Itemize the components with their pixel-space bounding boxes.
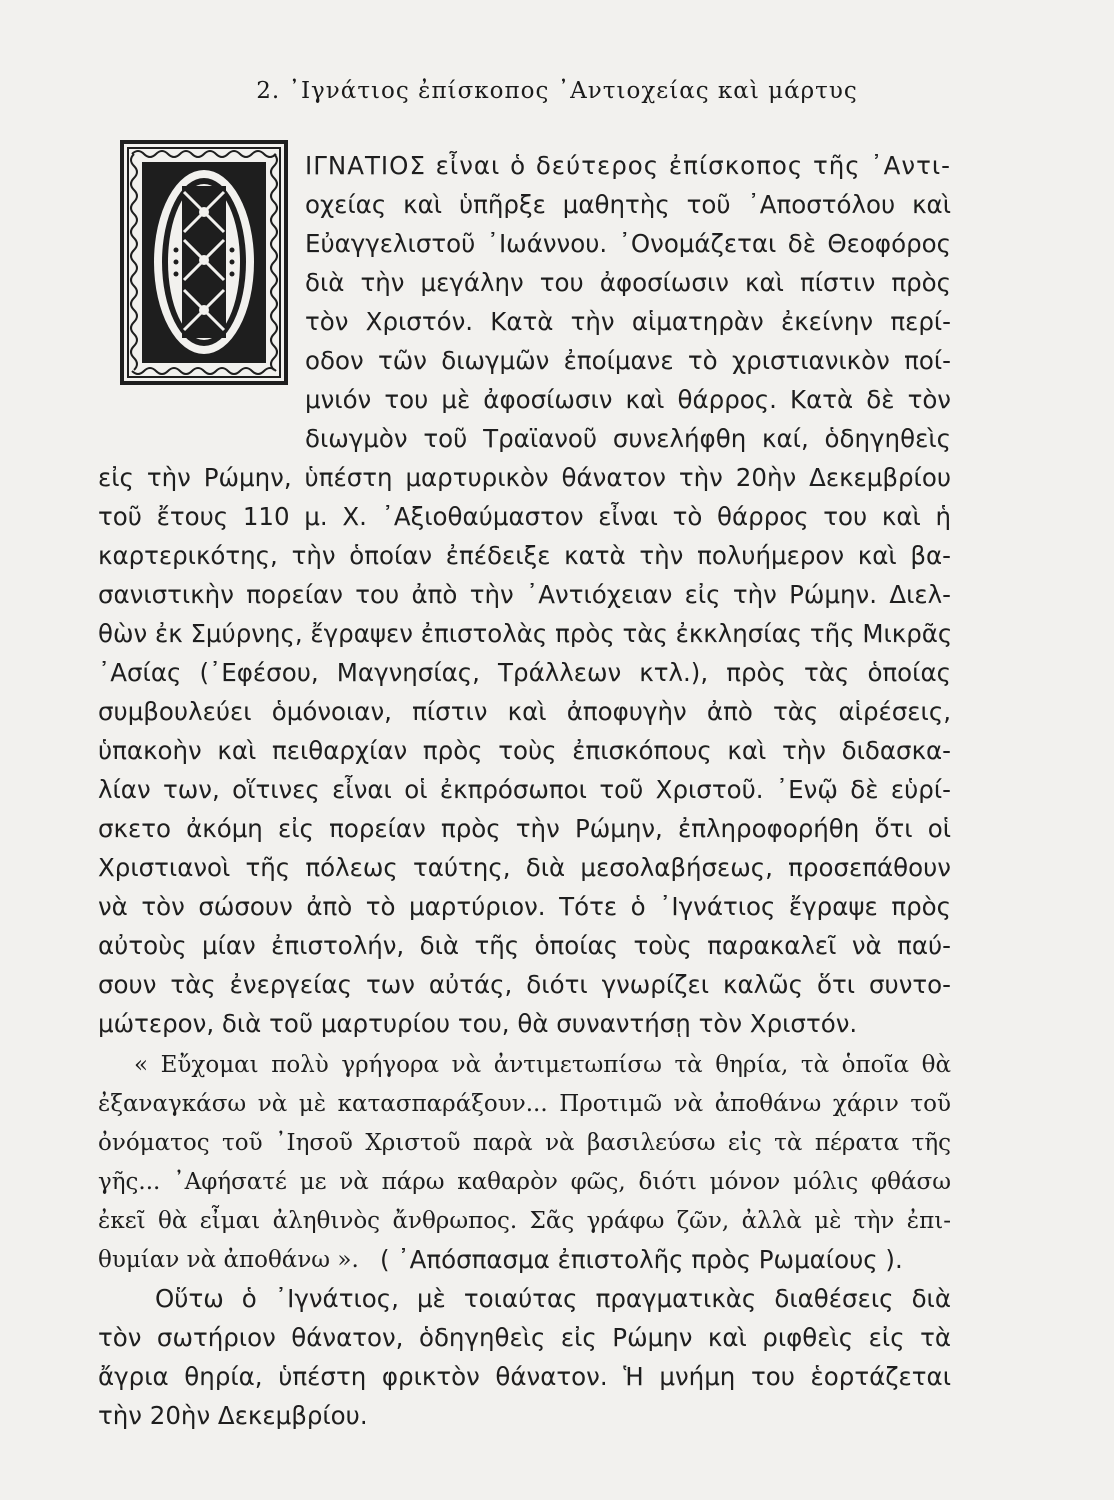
text-line: τοῦ ἔτους 110 μ. Χ. ᾿Αξιοθαύμαστον εἶναι τὸ θάρρος του καὶ ἡ xyxy=(98,502,951,531)
text-line: ἄγρια θηρία, ὑπέστη φρικτὸν θάνατον. Ἡ μνήμη του ἑορτάζεται xyxy=(98,1362,951,1391)
quote-source: ( ᾿Απόσπασμα ἐπιστολῆς πρὸς Ρωμαίους ). xyxy=(380,1245,903,1274)
text-line: μώτερον, διὰ τοῦ μαρτυρίου του, θὰ συναντήσῃ τὸν Χριστόν. xyxy=(98,1009,858,1038)
text-line: Οὕτω ὁ ᾿Ιγνάτιος, μὲ τοιαύτας πραγματικὰς διαθέσεις διὰ xyxy=(155,1284,951,1313)
text-line: τὴν 20ὴν Δεκεμβρίου. xyxy=(98,1401,368,1430)
quote-line: ἐκεῖ θὰ εἶμαι ἀληθινὸς ἄνθρωπος. Σᾶς γράφω ζῶν, ἀλλὰ μὲ τὴν ἐπι- xyxy=(98,1208,951,1234)
text-line: νὰ τὸν σώσουν ἀπὸ τὸ μαρτύριον. Τότε ὁ ᾿Ιγνάτιος ἔγραψε πρὸς xyxy=(98,892,951,921)
text-line: διὰ τὴν μεγάλην του ἀφοσίωσιν καὶ πίστιν πρὸς xyxy=(305,268,951,297)
text-line: σουν τὰς ἐνεργείας των αὐτάς, διότι γνωρίζει καλῶς ὅτι συντο- xyxy=(98,970,951,999)
text-line: διωγμὸν τοῦ Τραϊανοῦ συνελήφθη καί, ὁδηγηθεὶς xyxy=(305,424,951,453)
text-line: ΙΓΝΑΤΙΟΣ εἶναι ὁ δεύτερος ἐπίσκοπος τῆς ᾿Αντι- xyxy=(305,151,951,180)
text-line: λίαν των, οἵτινες εἶναι οἱ ἐκπρόσωποι τοῦ Χριστοῦ. ᾿Ενῷ δὲ εὑρί- xyxy=(98,775,951,804)
text-line: σκετο ἀκόμη εἰς πορείαν πρὸς τὴν Ρώμην, ἐπληροφορήθη ὅτι οἱ xyxy=(98,814,951,843)
text-line: Εὐαγγελιστοῦ ᾿Ιωάννου. ᾿Ονομάζεται δὲ Θεοφόρος xyxy=(305,229,951,258)
text-line: Χριστιανοὶ τῆς πόλεως ταύτης, διὰ μεσολαβήσεως, προσεπάθουν xyxy=(98,853,951,882)
text-line: ᾿Ασίας (᾿Εφέσου, Μαγνησίας, Τράλλεων κτλ.), πρὸς τὰς ὁποίας xyxy=(98,658,951,687)
text-line: ὑπακοὴν καὶ πειθαρχίαν πρὸς τοὺς ἐπισκόπους καὶ τὴν διδασκα- xyxy=(98,736,951,765)
text-line: τὸν Χριστόν. Κατὰ τὴν αἱματηρὰν ἐκείνην περί- xyxy=(305,307,951,336)
text-line: οδον τῶν διωγμῶν ἐποίμανε τὸ χριστιανικὸν ποί- xyxy=(305,346,951,375)
text-line: θὼν ἐκ Σμύρνης, ἔγραψεν ἐπιστολὰς πρὸς τὰς ἐκκλησίας τῆς Μικρᾶς xyxy=(98,619,953,648)
text-line: οχείας καὶ ὑπῆρξε μαθητὴς τοῦ ᾿Αποστόλου καὶ xyxy=(305,190,951,219)
quote-line: γῆς... ᾿Αφήσατέ με νὰ πάρω καθαρὸν φῶς, διότι μόνον μόλις φθάσω xyxy=(98,1169,951,1195)
text-line: σανιστικὴν πορείαν του ἀπὸ τὴν ᾿Αντιόχειαν εἰς τὴν Ρώμην. Διελ- xyxy=(98,580,951,609)
text-line: τὸν σωτήριον θάνατον, ὁδηγηθεὶς εἰς Ρώμην καὶ ριφθεὶς εἰς τὰ xyxy=(98,1323,951,1352)
quote-line: θυμίαν νὰ ἀποθάνω ». xyxy=(98,1247,359,1273)
text-line: αὐτοὺς μίαν ἐπιστολήν, διὰ τῆς ὁποίας τοὺς παρακαλεῖ νὰ παύ- xyxy=(98,931,951,960)
ornamental-initial-icon xyxy=(120,140,288,385)
quote-line: ἐξαναγκάσω νὰ μὲ κατασπαράξουν... Προτιμῶ νὰ ἀποθάνω χάριν τοῦ xyxy=(98,1091,951,1117)
text-line: καρτερικότης, τὴν ὁποίαν ἐπέδειξε κατὰ τὴν πολυήμερον καὶ βα- xyxy=(98,541,951,570)
text-line: εἰς τὴν Ρώμην, ὑπέστη μαρτυρικὸν θάνατον τὴν 20ὴν Δεκεμβρίου xyxy=(98,463,951,492)
text-line: συμβουλεύει ὁμόνοιαν, πίστιν καὶ ἀποφυγὴν ἀπὸ τὰς αἱρέσεις, xyxy=(98,697,951,726)
quote-line: « Εὔχομαι πολὺ γρήγορα νὰ ἀντιμετωπίσω τὰ θηρία, τὰ ὁποῖα θὰ xyxy=(134,1052,951,1078)
text-line: μνιόν του μὲ ἀφοσίωσιν καὶ θάρρος. Κατὰ δὲ τὸν xyxy=(305,385,951,414)
section-title: 2. ᾿Ιγνάτιος ἐπίσκοπος ᾿Αντιοχείας καὶ μάρτυς xyxy=(256,78,858,104)
quote-line: ὀνόματος τοῦ ᾿Ιησοῦ Χριστοῦ παρὰ νὰ βασιλεύσω εἰς τὰ πέρατα τῆς xyxy=(98,1130,951,1156)
